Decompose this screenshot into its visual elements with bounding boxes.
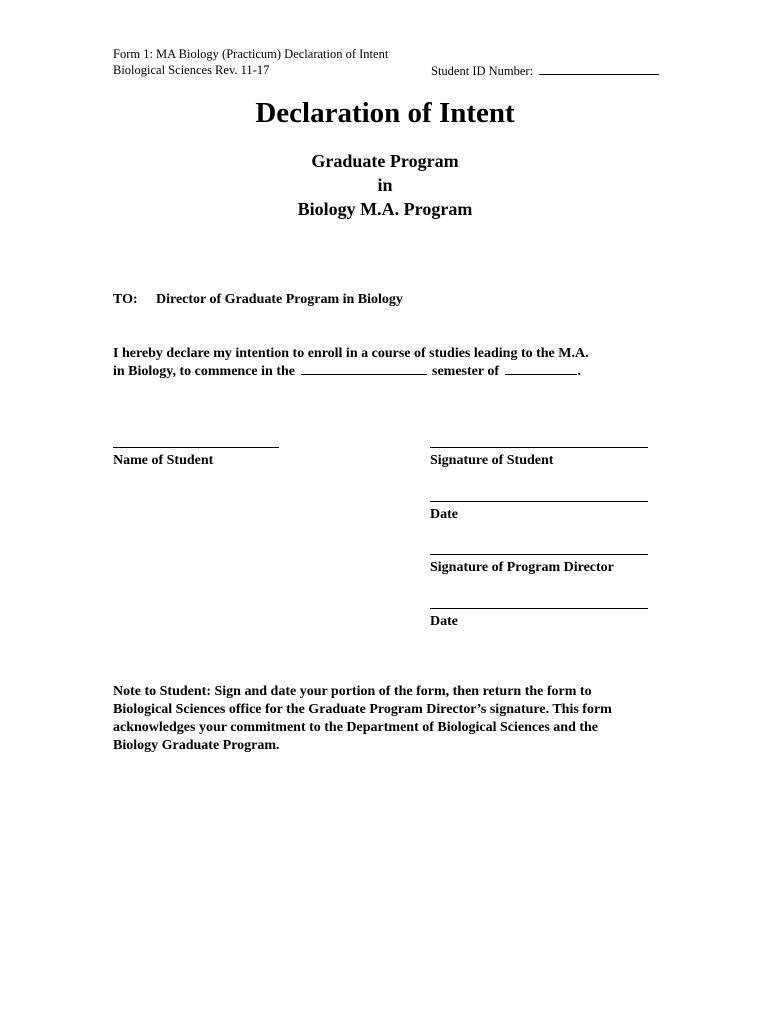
declaration-line-2 xyxy=(113,363,581,381)
to-line xyxy=(113,291,403,309)
declaration-text-b: semester of xyxy=(432,364,499,379)
date-2-label: Date xyxy=(430,614,458,629)
date-2-line[interactable] xyxy=(430,608,648,609)
semester-blank[interactable] xyxy=(301,363,427,375)
subtitle-line-3: Biology M.A. Program xyxy=(297,199,473,219)
note-to-student xyxy=(113,683,673,755)
date-1-line[interactable] xyxy=(430,501,648,502)
subtitle-line-1: Graduate Program xyxy=(311,151,459,171)
declaration-text-a: in Biology, to commence in the xyxy=(113,364,295,379)
page-title: Declaration of Intent xyxy=(255,97,515,129)
student-id-label: Student ID Number: xyxy=(431,64,534,78)
to-recipient: Director of Graduate Program in Biology xyxy=(156,292,403,307)
name-of-student-line[interactable] xyxy=(113,447,279,448)
note-line-3: acknowledges your commitment to the Department of Biological Sciences and the xyxy=(113,720,599,735)
name-of-student-label: Name of Student xyxy=(113,453,214,468)
signature-of-director-label: Signature of Program Director xyxy=(430,560,614,575)
note-line-2: Biological Sciences office for the Graduate Program Director’s signature. This form xyxy=(113,702,612,717)
declaration-line-1: I hereby declare my intention to enroll in a course of studies leading to the M.A. xyxy=(113,346,589,361)
signature-of-student-line[interactable] xyxy=(430,447,648,448)
subtitle-line-2: in xyxy=(377,175,393,195)
student-id-field[interactable] xyxy=(431,63,659,79)
note-line-1: Note to Student: Sign and date your portion of the form, then return the form to xyxy=(113,684,592,699)
form-name: Form 1: MA Biology (Practicum) Declaration of Intent xyxy=(113,47,389,61)
student-id-blank[interactable] xyxy=(539,63,659,75)
year-blank[interactable] xyxy=(505,363,577,375)
declaration-period: . xyxy=(577,364,581,379)
date-1-label: Date xyxy=(430,507,458,522)
form-revision: Biological Sciences Rev. 11-17 xyxy=(113,63,270,77)
signature-of-student-label: Signature of Student xyxy=(430,453,554,468)
to-label: TO: xyxy=(113,292,138,307)
signature-of-director-line[interactable] xyxy=(430,554,648,555)
note-line-4: Biology Graduate Program. xyxy=(113,738,280,753)
